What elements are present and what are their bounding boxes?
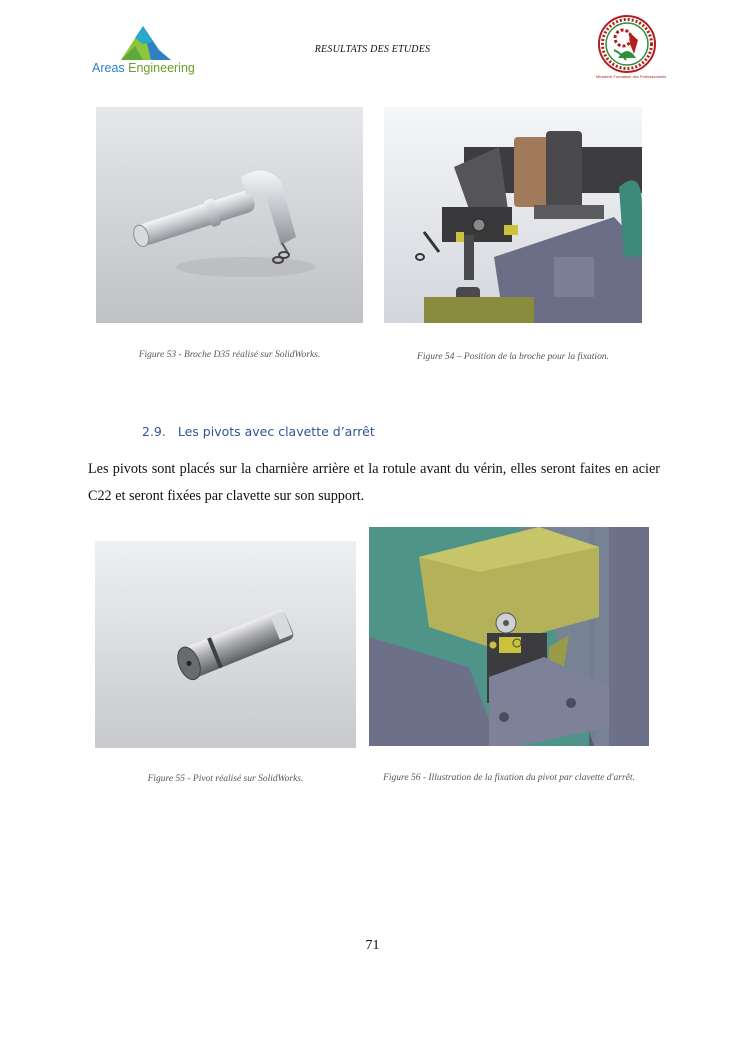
figure-54-image xyxy=(384,107,642,323)
header-title: RESULTATS DES ETUDES xyxy=(314,44,431,55)
figure-53-caption: Figure 53 - Broche D35 réalisé sur SolidWorks. xyxy=(138,350,321,360)
areas-triangle-icon xyxy=(113,22,175,62)
section-heading xyxy=(142,424,375,439)
section-title: Les pivots avec clavette d’arrêt xyxy=(177,424,375,439)
figure-53-image xyxy=(96,107,363,323)
emblem-seal-icon xyxy=(596,14,658,74)
figure-56-caption: Figure 56 - Illustration de la fixation du pivot par clavette d'arrêt. xyxy=(383,773,635,783)
body-paragraph: Les pivots sont placés sur la charnière arrière et la rotule avant du vérin, elles seront faites en acier C22 et seront fixées par clavette sur son support. xyxy=(88,461,660,504)
figure-55-image xyxy=(95,541,356,748)
figure-56-image xyxy=(369,527,649,746)
emblem-tagline: Ministère Formation des Professionnels xyxy=(596,74,667,79)
figure-55-caption: Figure 55 - Pivot réalisé sur SolidWorks. xyxy=(147,774,304,784)
section-number: 2.9. xyxy=(142,424,166,439)
logo-wordmark: Areas Engineering xyxy=(92,61,195,75)
institution-emblem xyxy=(596,14,667,80)
page-number: 71 xyxy=(365,938,380,953)
figure-54-caption: Figure 54 – Position de la broche pour la fixation. xyxy=(417,352,609,362)
